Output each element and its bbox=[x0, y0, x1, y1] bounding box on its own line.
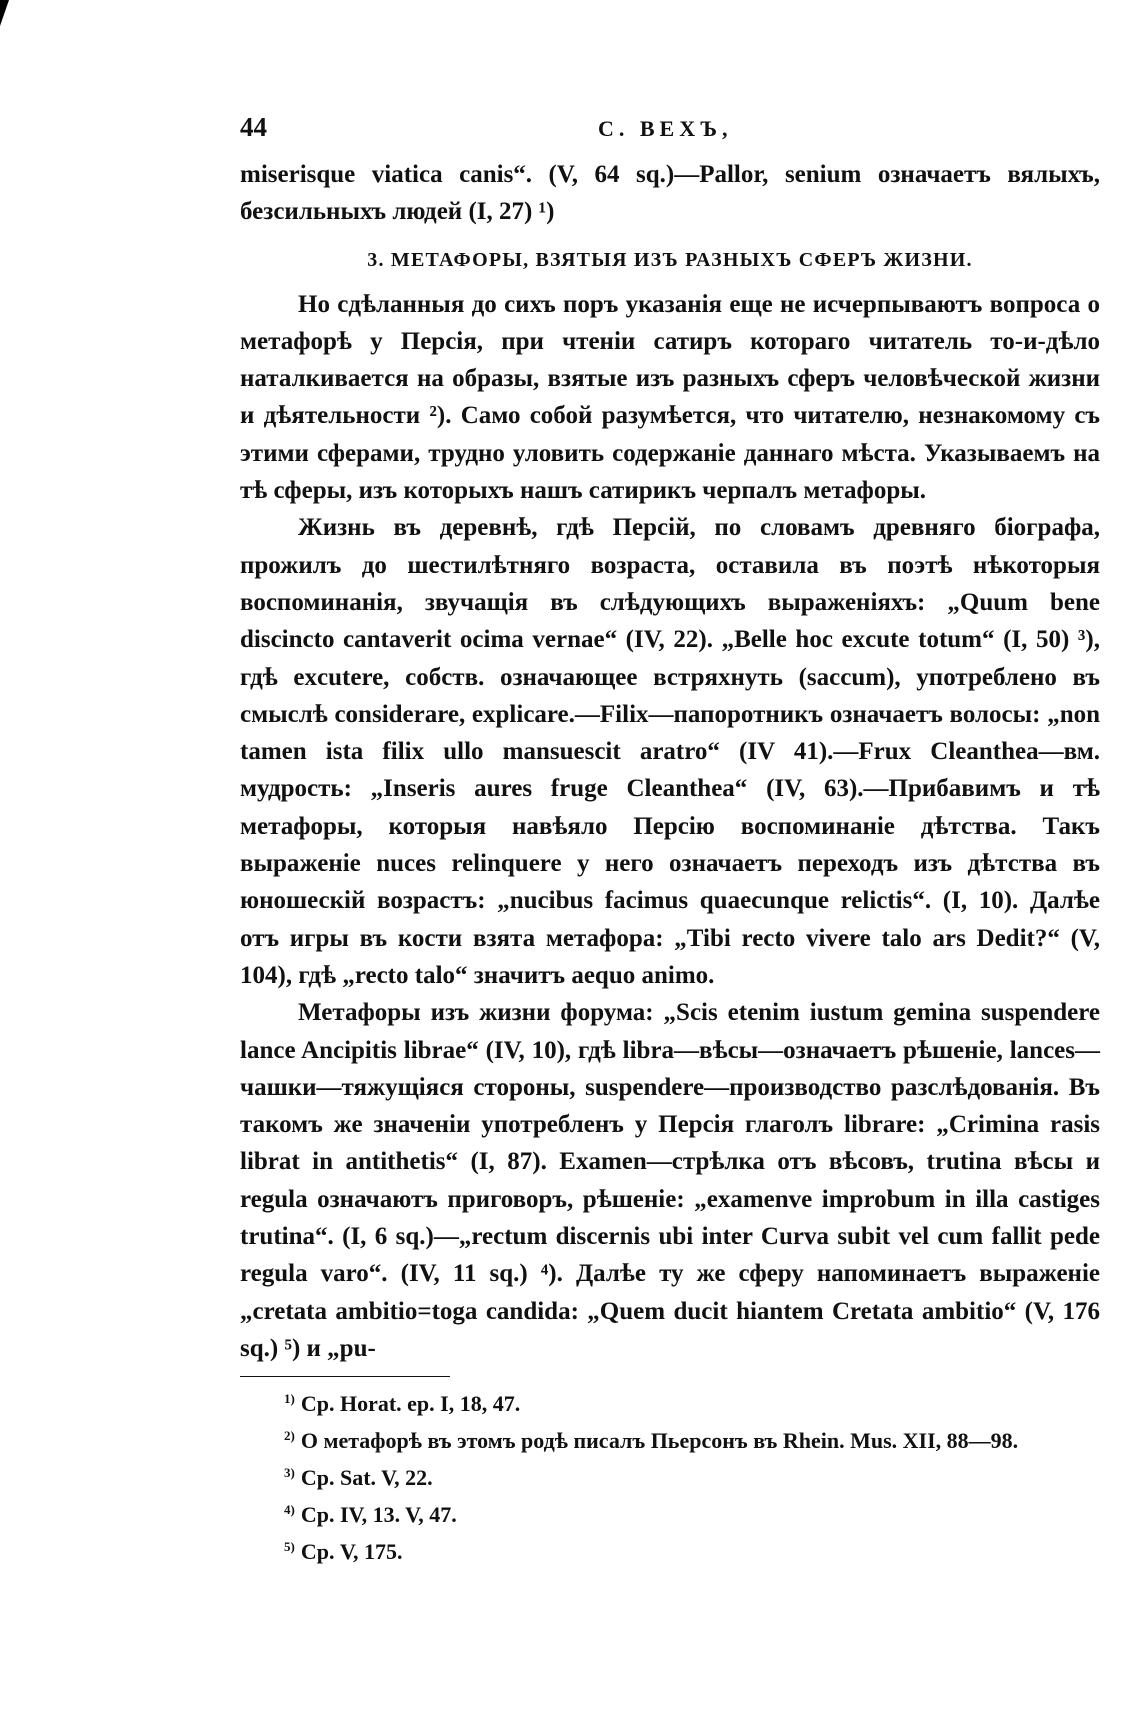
page-number: 44 bbox=[240, 112, 267, 142]
paragraph-intro: Но сдѣланныя до сихъ поръ указанія еще не исчерпываютъ вопроса о метафорѣ у Персія, при чтеніи сатиръ котораго читатель то-и-дѣло наталкивается на образы, взятые изъ разныхъ сферъ человѣческой жизни и дѣятельности ²). Само собой разумѣется, что читателю, незнакомому съ этими сферами, трудно уловить содержаніе даннаго мѣста. Указываемъ на тѣ сферы, изъ которыхъ нашъ сатирикъ черпалъ метафоры. bbox=[240, 290, 1100, 505]
paragraph-country-life: Жизнь въ деревнѣ, гдѣ Персій, по словамъ древняго біографа, прожилъ до шестилѣтняго возраста, оставила въ поэтѣ нѣкоторыя воспоминанія, звучащія въ слѣдующихъ выраженіяхъ: „Quum bene discincto cantaverit ocima vernae“ (IV, 22). „Belle hoc excute totum“ (I, 50) ³), гдѣ excutere, собств. означающее встряхнуть (saccum), употреблено въ смыслѣ considerare, explicare.—Filix—папоротникъ означаетъ волосы: „non tamen ista filix ullo mansuescit aratro“ (IV 41).—Frux Cleanthea—вм. мудрость: „Inseris aures fruge Cleanthea“ (IV, 63).—Прибавимъ и тѣ метафоры, которыя навѣяло Персію воспоминаніе дѣтства. Такъ выраженіе nuces relinquere у него означаетъ переходъ изъ дѣтства въ юношескій возрастъ: „nucibus facimus quaecunque relictis“. (I, 10). Далѣе отъ игры въ кости взята метафора: „Tibi recto vivere talo ars Dedit?“ (V, 104), гдѣ „recto talo“ значитъ aequo animo. bbox=[240, 514, 1100, 989]
footnote: $^{4)}$ Ср. IV, 13. V, 47. bbox=[284, 1501, 457, 1528]
footnote: $^{3)}$ Ср. Sat. V, 22. bbox=[284, 1464, 433, 1491]
page-header bbox=[240, 112, 1100, 156]
running-head: С. ВЕХЪ, bbox=[598, 116, 733, 141]
paragraph-continuation: miserisque viatica canis“. (V, 64 sq.)—Pallor, senium означаетъ вялыхъ, безсильныхъ людей (I, 27) ¹) bbox=[240, 161, 1100, 226]
footnote: $^{5)}$ Ср. V, 175. bbox=[284, 1538, 403, 1565]
footnote: $^{1)}$ Ср. Horat. ep. I, 18, 47. bbox=[284, 1390, 521, 1417]
section-title: 3. МЕТАФОРЫ, ВЗЯТЫЯ ИЗЪ РАЗНЫХЪ СФЕРЪ ЖИЗНИ. bbox=[367, 248, 973, 271]
paragraph-forum-life: Метафоры изъ жизни форума: „Scis etenim iustum gemina suspendere lance Ancipitis librae“ (IV, 10), гдѣ libra—вѣсы—означаетъ рѣшеніе, lances—чашки—тяжущіяся стороны, suspendere—производство разслѣдованія. Въ такомъ же значеніи употребленъ у Персія глаголъ librare: „Crimina rasis librat in antithetis“ (I, 87). Examen—стрѣлка отъ вѣсовъ, trutina вѣсы и regula означаютъ приговоръ, рѣшеніе: „examenve improbum in illa castiges trutina“. (I, 6 sq.)—„rectum discernis ubi inter Curva subit vel cum fallit pede regula varo“. (IV, 11 sq.) ⁴). Далѣе ту же сферу напоминаетъ выраженіе „cretata ambitio=toga candida: „Quem ducit hiantem Cretata ambitio“ (V, 176 sq.) ⁵) и „pu- bbox=[240, 999, 1100, 1362]
footnotes bbox=[284, 1385, 1100, 1570]
footnote-divider bbox=[240, 1376, 450, 1377]
scan-corner-mark bbox=[0, 0, 9, 26]
footnote: $^{2)}$ О метафорѣ въ этомъ родѣ писалъ Пьерсонъ въ Rhein. Mus. XII, 88—98. bbox=[284, 1427, 1019, 1454]
book-page bbox=[240, 112, 1100, 1570]
